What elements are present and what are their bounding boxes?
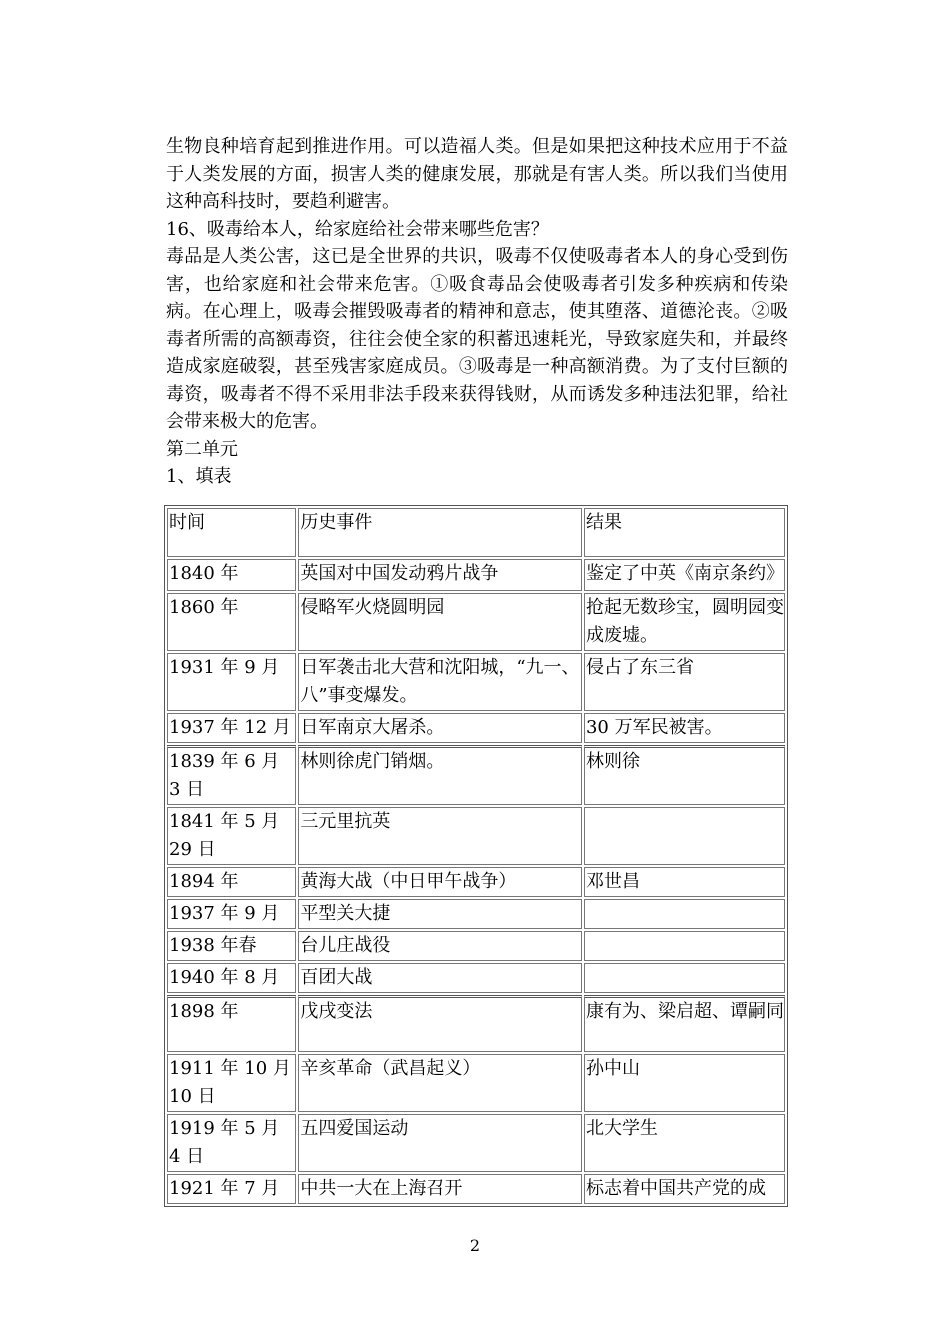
cell-time: 1919 年 5 月 4 日: [167, 1114, 296, 1172]
cell-event: 三元里抗英: [298, 807, 582, 865]
body-text: [166, 133, 788, 491]
cell-result: 林则徐: [584, 745, 785, 805]
cell-result: [584, 963, 785, 993]
cell-result: [584, 807, 785, 865]
cell-result: 北大学生: [584, 1114, 785, 1172]
unit-title: 第二单元: [166, 438, 238, 460]
table-row: [167, 593, 785, 651]
cell-time: 1921 年 7 月: [167, 1174, 296, 1204]
table-row: [167, 931, 785, 961]
table-row: [167, 807, 785, 865]
header-result: 结果: [584, 508, 785, 557]
cell-time: 1894 年: [167, 867, 296, 897]
cell-event: 台儿庄战役: [298, 931, 582, 961]
cell-event: 五四爱国运动: [298, 1114, 582, 1172]
table-row: [167, 1114, 785, 1172]
cell-result: 抢起无数珍宝，圆明园变成废墟。: [584, 593, 785, 651]
table-row: [167, 899, 785, 929]
table-row: [167, 559, 785, 591]
cell-result: 标志着中国共产党的成: [584, 1174, 785, 1204]
cell-result: 鉴定了中英《南京条约》: [584, 559, 785, 591]
cell-event: 英国对中国发动鸦片战争: [298, 559, 582, 591]
cell-time: 1839 年 6 月 3 日: [167, 745, 296, 805]
cell-result: 30 万军民被害。: [584, 713, 785, 743]
table-header-row: [167, 508, 785, 557]
cell-result: 侵占了东三省: [584, 653, 785, 711]
table-row: [167, 867, 785, 897]
table-row: [167, 963, 785, 993]
cell-time: 1840 年: [167, 559, 296, 591]
table-row: [167, 713, 785, 743]
cell-event: 日军南京大屠杀。: [298, 713, 582, 743]
section-label: 1、填表: [166, 466, 232, 487]
table-row: [167, 995, 785, 1052]
cell-event: 日军袭击北大营和沈阳城，“九一、八”事变爆发。: [298, 653, 582, 711]
cell-time: 1938 年春: [167, 931, 296, 961]
cell-event: 中共一大在上海召开: [298, 1174, 582, 1204]
cell-result: 孙中山: [584, 1054, 785, 1112]
table-row: [167, 1174, 785, 1204]
cell-event: 百团大战: [298, 963, 582, 993]
paragraph-continuation: 生物良种培育起到推进作用。可以造福人类。但是如果把这种技术应用于不益于人类发展的方面，损害人类的健康发展，那就是有害人类。所以我们当使用这种高科技时，要趋利避害。: [166, 136, 788, 212]
header-time: 时间: [167, 508, 296, 557]
answer-paragraph: 毒品是人类公害，这已是全世界的共识，吸毒不仅使吸毒者本人的身心受到伤害，也给家庭和社会带来危害。①吸食毒品会使吸毒者引发多种疾病和传染病。在心理上，吸毒会摧毁吸毒者的精神和意志，使其堕落、道德沦丧。②吸毒者所需的高额毒资，往往会使全家的积蓄迅速耗光，导致家庭失和，并最终造成家庭破裂，甚至残害家庭成员。③吸毒是一种高额消费。为了支付巨额的毒资，吸毒者不得不采用非法手段来获得钱财，从而诱发多种违法犯罪，给社会带来极大的危害。: [166, 246, 788, 432]
cell-event: 辛亥革命（武昌起义）: [298, 1054, 582, 1112]
cell-result: [584, 931, 785, 961]
header-event: 历史事件: [298, 508, 582, 557]
cell-result: 康有为、梁启超、谭嗣同: [584, 995, 785, 1052]
table-row: [167, 653, 785, 711]
page-number: 2: [469, 1236, 481, 1255]
cell-result: [584, 899, 785, 929]
cell-event: 戊戌变法: [298, 995, 582, 1052]
cell-time: 1937 年 12 月: [167, 713, 296, 743]
table-row: [167, 745, 785, 805]
cell-event: 平型关大捷: [298, 899, 582, 929]
cell-event: 黄海大战（中日甲午战争）: [298, 867, 582, 897]
history-table: [164, 505, 788, 1207]
cell-time: 1931 年 9 月: [167, 653, 296, 711]
cell-event: 侵略军火烧圆明园: [298, 593, 582, 651]
cell-time: 1898 年: [167, 995, 296, 1052]
question-heading: 16、吸毒给本人，给家庭给社会带来哪些危害？: [166, 218, 549, 240]
cell-time: 1937 年 9 月: [167, 899, 296, 929]
cell-result: 邓世昌: [584, 867, 785, 897]
cell-time: 1940 年 8 月: [167, 963, 296, 993]
cell-time: 1911 年 10 月 10 日: [167, 1054, 296, 1112]
table-row: [167, 1054, 785, 1112]
cell-time: 1841 年 5 月 29 日: [167, 807, 296, 865]
cell-time: 1860 年: [167, 593, 296, 651]
cell-event: 林则徐虎门销烟。: [298, 745, 582, 805]
